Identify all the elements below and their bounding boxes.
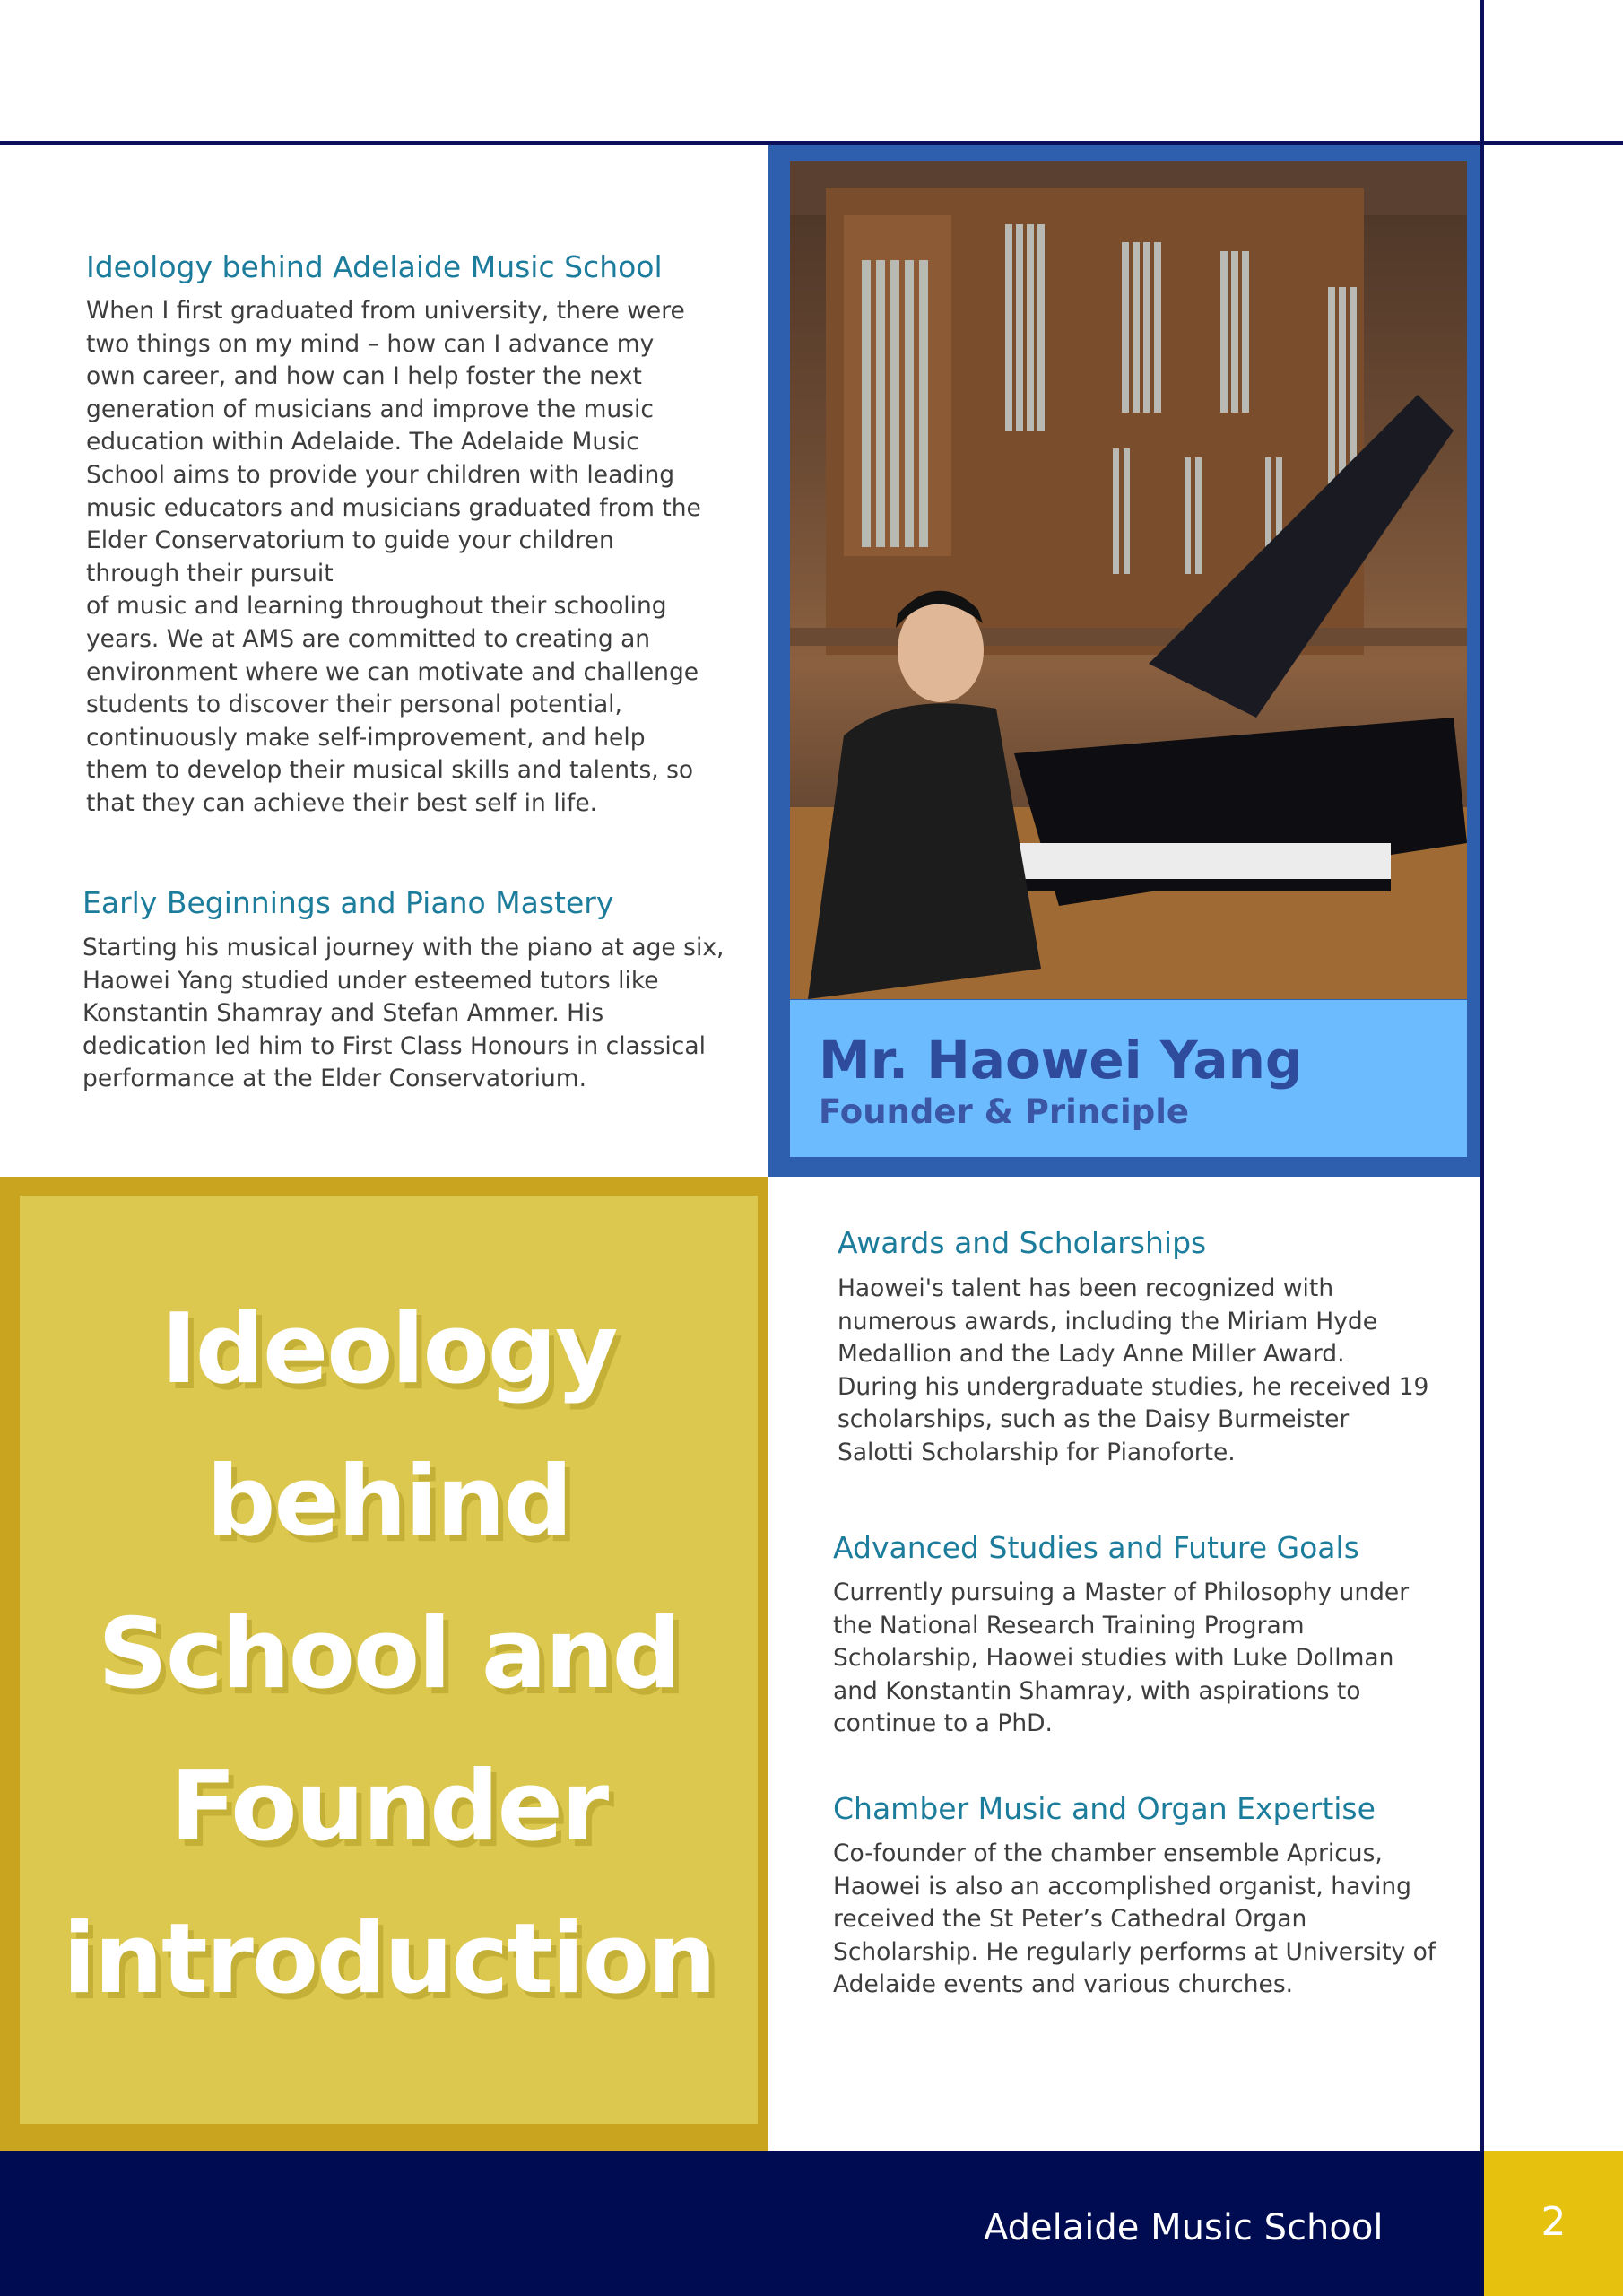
paragraph-line: and Konstantin Shamray, with aspirations to: [833, 1676, 1361, 1705]
page-number: 2: [1541, 2199, 1567, 2245]
paragraph-line: environment where we can motivate and challenge: [86, 657, 699, 686]
paragraph-line: Haowei is also an accomplished organist, having: [833, 1872, 1411, 1900]
ideology-heading: Ideology behind Adelaide Music School: [86, 249, 663, 284]
organ-piano-illustration: [790, 161, 1467, 999]
paragraph-line: Haowei's talent has been recognized with: [838, 1274, 1334, 1302]
paragraph-line: When I first graduated from university, there were: [86, 297, 685, 325]
early-beginnings-paragraph: [82, 932, 724, 1096]
paragraph-line: During his undergraduate studies, he received 19: [838, 1372, 1429, 1401]
paragraph-line: numerous awards, including the Miriam Hyde: [838, 1307, 1378, 1335]
paragraph-line: continue to a PhD.: [833, 1709, 1053, 1738]
paragraph-line: performance at the Elder Conservatorium.: [82, 1065, 586, 1093]
paragraph-line: received the St Peter’s Cathedral Organ: [833, 1905, 1307, 1934]
paragraph-line: education within Adelaide. The Adelaide Music: [86, 428, 639, 457]
paragraph-line: two things on my mind – how can I advance my: [86, 329, 655, 358]
feature-title-line: introduction: [63, 1903, 715, 2015]
advanced-studies-heading: Advanced Studies and Future Goals: [833, 1530, 1359, 1565]
chamber-music-heading: Chamber Music and Organ Expertise: [833, 1791, 1376, 1826]
paragraph-line: of music and learning throughout their schooling: [86, 592, 667, 621]
paragraph-line: them to develop their musical skills and talents, so: [86, 756, 694, 785]
paragraph-line: Scholarship, Haowei studies with Luke Dollman: [833, 1644, 1394, 1673]
feature-title-line: School and: [98, 1598, 680, 1710]
paragraph-line: the National Research Training Program: [833, 1611, 1305, 1639]
feature-title-line: behind: [206, 1446, 571, 1558]
paragraph-line: through their pursuit: [86, 559, 334, 587]
paragraph-line: music educators and musicians graduated from the: [86, 493, 701, 522]
early-beginnings-heading: Early Beginnings and Piano Mastery: [82, 885, 614, 920]
paragraph-line: Medallion and the Lady Anne Miller Award.: [838, 1340, 1345, 1369]
advanced-studies-paragraph: [833, 1577, 1409, 1741]
feature-title-line: Founder: [169, 1751, 608, 1863]
founder-name: Mr. Haowei Yang: [819, 1030, 1303, 1091]
paragraph-line: Scholarship. He regularly performs at University of: [833, 1937, 1436, 1966]
paragraph-line: own career, and how can I help foster the next: [86, 362, 642, 391]
paragraph-line: continuously make self-improvement, and help: [86, 723, 646, 752]
awards-paragraph: [838, 1273, 1428, 1470]
footer-school-name: Adelaide Music School: [984, 2207, 1384, 2248]
paragraph-line: dedication led him to First Class Honours in classical: [82, 1031, 706, 1060]
paragraph-line: Konstantin Shamray and Stefan Ammer. His: [82, 999, 604, 1028]
founder-photo: [790, 161, 1467, 999]
feature-title-line: Ideology: [161, 1293, 617, 1405]
paragraph-line: scholarships, such as the Daisy Burmeister: [838, 1405, 1350, 1434]
paragraph-line: Adelaide events and various churches.: [833, 1970, 1294, 1999]
paragraph-line: students to discover their personal potential,: [86, 691, 622, 719]
paragraph-line: that they can achieve their best self in life.: [86, 788, 598, 817]
founder-role: Founder & Principle: [819, 1092, 1189, 1131]
paragraph-line: years. We at AMS are committed to creating an: [86, 624, 651, 653]
paragraph-line: generation of musicians and improve the music: [86, 395, 654, 423]
feature-title: [20, 1274, 758, 2036]
paragraph-line: Elder Conservatorium to guide your children: [86, 526, 614, 555]
ideology-paragraph: [86, 295, 701, 821]
paragraph-line: Currently pursuing a Master of Philosophy under: [833, 1578, 1410, 1606]
paragraph-line: Haowei Yang studied under esteemed tutors like: [82, 966, 659, 995]
paragraph-line: Salotti Scholarship for Pianoforte.: [838, 1438, 1236, 1466]
chamber-music-paragraph: [833, 1838, 1436, 2002]
paragraph-line: Starting his musical journey with the piano at age six,: [82, 934, 725, 961]
paragraph-line: School aims to provide your children with leading: [86, 460, 675, 489]
awards-heading: Awards and Scholarships: [838, 1225, 1207, 1260]
paragraph-line: Co-founder of the chamber ensemble Apricus,: [833, 1839, 1383, 1867]
